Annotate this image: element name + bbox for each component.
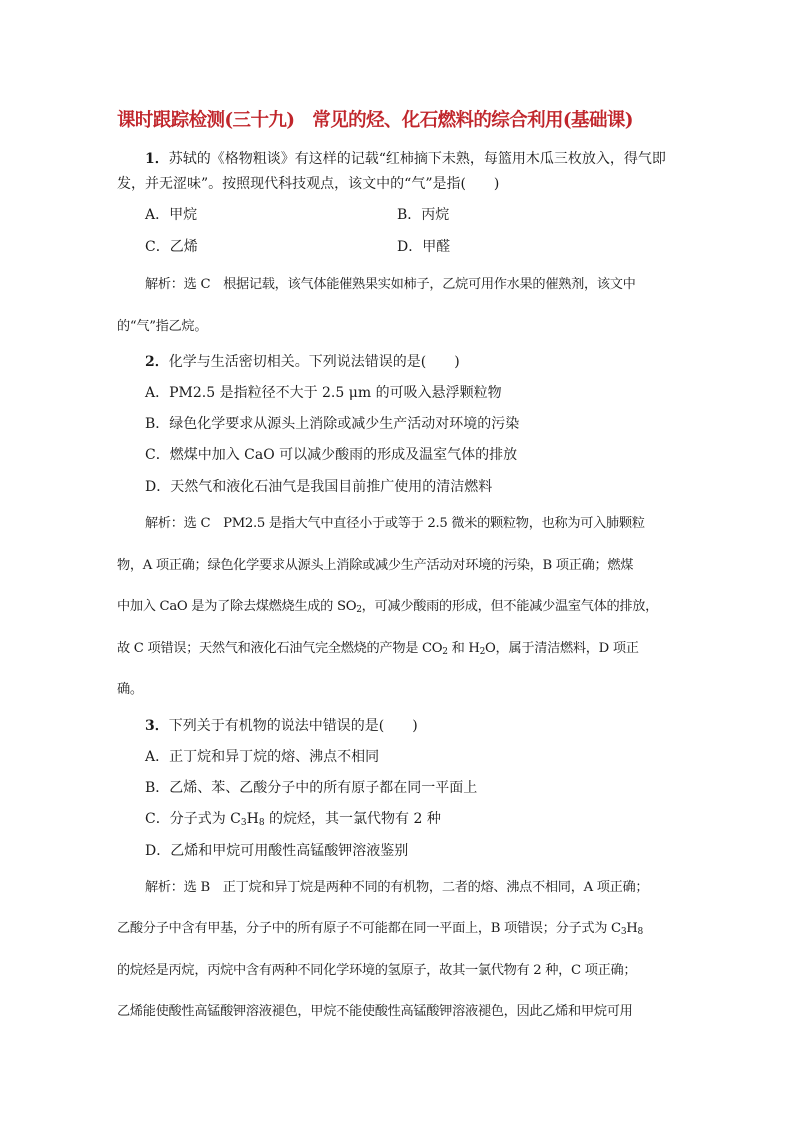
q1-option-a: A．甲烷 <box>145 207 198 223</box>
q3-explanation-line-2: 乙酸分子中含有甲基，分子中的所有原子不可能都在同一平面上，B 项错误；分子式为 $C_3H_8$ <box>117 921 643 937</box>
q2-option-a: A．PM2.5 是指粒径不大于 2.5 μm 的可吸入悬浮颗粒物 <box>145 385 502 401</box>
q3-explanation-line-4: 乙烯能使酸性高锰酸钾溶液褪色，甲烷不能使酸性高锰酸钾溶液褪色，因此乙烯和甲烷可用 <box>117 1004 633 1019</box>
q2-explanation-line-2: 物，A 项正确；绿色化学要求从源头上消除或减少生产活动对环境的污染，B 项正确；燃煤 <box>117 558 634 573</box>
q1-explanation-line-2: 的“气”指乙烷。 <box>117 319 208 334</box>
q3-option-c: C．分子式为 $C_3H_8$ 的烷烃，其一氯代物有 2 种 <box>145 811 441 828</box>
page-title: 课时跟踪检测(三十九) 常见的烃、化石燃料的综合利用(基础课) <box>117 110 633 131</box>
q2-stem: 2．化学与生活密切相关。下列说法错误的是( ) <box>145 354 460 370</box>
q2-explanation-line-5: 确。 <box>117 682 143 697</box>
q2-explanation-line-1: 解析：选 C PM2.5 是指大气中直径小于或等于 2.5 微米的颗粒物，也称为可入肺颗粒 <box>145 516 645 531</box>
q1-stem-line-2: 发，并无涩味”。按照现代科技观点，该文中的“气”是指( ) <box>117 176 500 192</box>
q1-number: 1． <box>145 151 169 167</box>
q3-explanation-label: 解析： <box>145 880 184 895</box>
q2-option-d: D．天然气和液化石油气是我国目前推广使用的清洁燃料 <box>145 479 493 495</box>
q2-option-c: C．燃煤中加入 CaO 可以减少酸雨的形成及温室气体的排放 <box>145 447 518 463</box>
q2-explanation-line-3: 中加入 CaO 是为了除去煤燃烧生成的 $SO_2$，可减少酸雨的形成，但不能减少温室气体的排放， <box>117 599 659 615</box>
q2-explanation-line-4: 故 C 项错误；天然气和液化石油气完全燃烧的产物是 $CO_2$ 和 $H_2O$，属于清洁燃料，D 项正 <box>117 641 639 657</box>
q2-number: 2． <box>145 354 169 370</box>
q3-stem: 3．下列关于有机物的说法中错误的是( ) <box>145 718 418 734</box>
q3-explanation-line-1: 解析：选 B 正丁烷和异丁烷是两种不同的有机物，二者的熔、沸点不相同，A 项正确； <box>145 880 649 895</box>
q1-option-d: D．甲醛 <box>397 239 451 255</box>
q2-explanation-label: 解析： <box>145 516 184 531</box>
q3-option-a: A．正丁烷和异丁烷的熔、沸点不相同 <box>145 749 380 765</box>
q1-option-c: C．乙烯 <box>145 239 198 255</box>
q3-option-d: D．乙烯和甲烷可用酸性高锰酸钾溶液鉴别 <box>145 843 409 859</box>
q1-explanation-line-1: 解析：选 C 根据记载，该气体能催熟果实如柿子，乙烷可用作水果的催熟剂，该文中 <box>145 277 636 292</box>
q2-option-b: B．绿色化学要求从源头上消除或减少生产活动对环境的污染 <box>145 416 520 432</box>
q1-stem-line-1: 1．苏轼的《格物粗谈》有这样的记载“红柿摘下未熟，每篮用木瓜三枚放入，得气即 <box>145 151 666 167</box>
q1-explanation-label: 解析： <box>145 277 184 292</box>
q1-option-b: B．丙烷 <box>397 207 450 223</box>
q3-explanation-line-3: 的烷烃是丙烷，丙烷中含有两种不同化学环境的氢原子，故其一氯代物有 2 种，C 项正确； <box>117 963 637 978</box>
q3-number: 3． <box>145 718 169 734</box>
q3-option-b: B．乙烯、苯、乙酸分子中的所有原子都在同一平面上 <box>145 780 478 796</box>
